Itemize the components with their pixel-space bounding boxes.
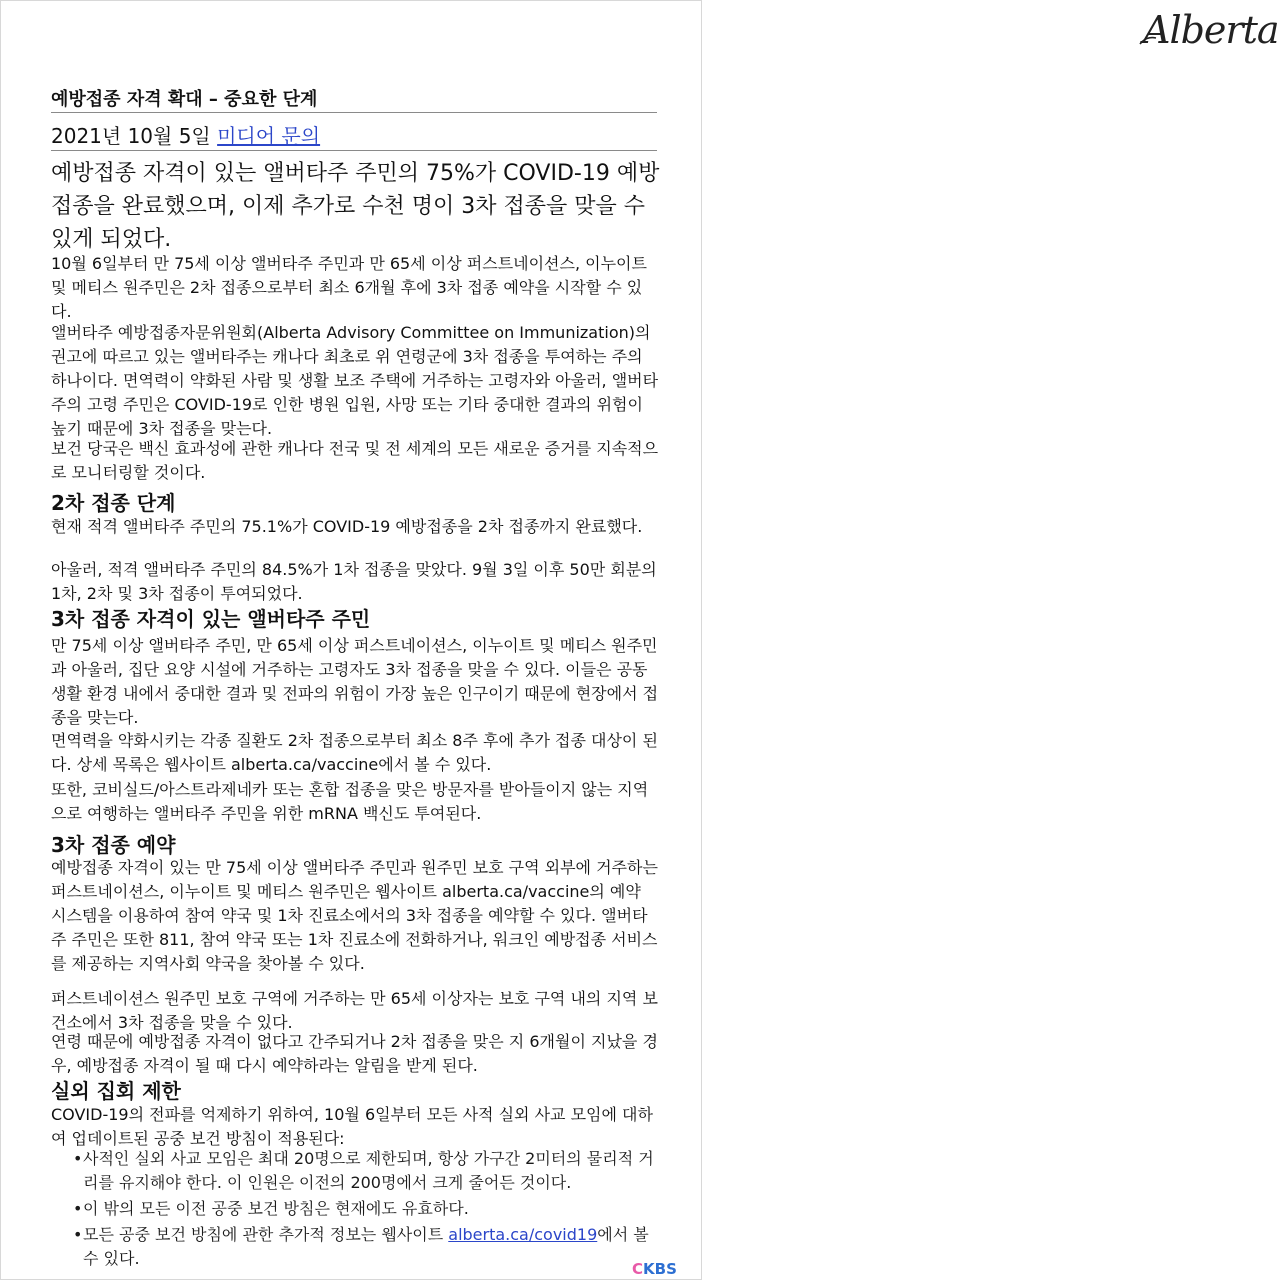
- list-item: [51, 1147, 661, 1195]
- second-dose-paragraph-1: 현재 적격 앨버타주 주민의 75.1%가 COVID-19 예방접종을 2차 접종까지 완료했다.: [51, 517, 643, 536]
- date-line: [51, 120, 320, 149]
- release-date: 2021년 10월 5일: [51, 124, 211, 148]
- logo-swoosh-icon: [1138, 32, 1158, 48]
- intro-paragraph-1: 10월 6일부터 만 75세 이상 앨버타주 주민과 만 65세 이상 퍼스트네이션스, 이누이트 및 메티스 원주민은 2차 접종으로부터 최소 6개월 후에 3차 접종 예약을 시작할 수 있다.: [51, 254, 647, 321]
- booking-paragraph-2: 퍼스트네이션스 원주민 보호 구역에 거주하는 만 65세 이상자는 보호 구역 내의 지역 보건소에서 3차 접종을 맞을 수 있다.: [51, 989, 658, 1032]
- heading-divider: [51, 112, 657, 113]
- kbs-watermark: [632, 1260, 677, 1278]
- eligibility-paragraph-2: 면역력을 약화시키는 각종 질환도 2차 접종으로부터 최소 8주 후에 추가 접종 대상이 된다. 상세 목록은 웹사이트 alberta.ca/vaccine에서 볼 수 있다.: [51, 731, 658, 774]
- watermark-kbs: KBS: [643, 1260, 677, 1278]
- section-title-third-dose-eligibility: 3차 접종 자격이 있는 앨버타주 주민: [51, 607, 371, 631]
- list-item-text: 사적인 실외 사교 모임은 최대 20명으로 제한되며, 항상 가구간 2미터의 물리적 거리를 유지해야 한다. 이 인원은 이전의 200명에서 크게 줄어든 것이다.: [83, 1149, 654, 1192]
- list-item-text: 이 밖의 모든 이전 공중 보건 방침은 현재에도 유효하다.: [83, 1199, 469, 1218]
- booking-paragraph-3: 연령 때문에 예방접종 자격이 없다고 간주되거나 2차 접종을 맞은 지 6개월이 지났을 경우, 예방접종 자격이 될 때 다시 예약하라는 알림을 받게 된다.: [51, 1032, 658, 1075]
- lead-paragraph: 예방접종 자격이 있는 앨버타주 주민의 75%가 COVID-19 예방접종을 완료했으며, 이제 추가로 수천 명이 3차 접종을 맞을 수 있게 되었다.: [51, 161, 660, 252]
- media-inquiry-link[interactable]: 미디어 문의: [217, 124, 321, 148]
- watermark-c: C: [632, 1260, 644, 1278]
- booking-paragraph-1: 예방접종 자격이 있는 만 75세 이상 앨버타주 주민과 원주민 보호 구역 외부에 거주하는 퍼스트네이션스, 이누이트 및 메티스 원주민은 웹사이트 alberta.ca/vaccine의 예약 시스템을 이용하여 참여 약국 및 1차 진료소에서의 3차 접종을 예약할 수 있다. 앨버타주 주민은 또한 811, 참여 약국 또는 1차 진료소에 전화하거나, 워크인 예방접종 서비스를 제공하는 지역사회 약국을 찾아볼 수 있다.: [51, 858, 658, 973]
- document-heading: 예방접종 자격 확대 – 중요한 단계: [51, 89, 318, 110]
- section-title-second-dose: 2차 접종 단계: [51, 491, 176, 515]
- logo-text: Alberta: [1143, 8, 1279, 52]
- section-title-third-dose-booking: 3차 접종 예약: [51, 833, 176, 857]
- section-title-outdoor-gatherings: 실외 집회 제한: [51, 1079, 181, 1103]
- bullet-icon: •: [73, 1225, 83, 1244]
- eligibility-paragraph-3: 또한, 코비실드/아스트라제네카 또는 혼합 접종을 맞은 방문자를 받아들이지 않는 지역으로 여행하는 앨버타주 주민을 위한 mRNA 백신도 투여된다.: [51, 780, 649, 823]
- eligibility-paragraph-1: 만 75세 이상 앨버타주 주민, 만 65세 이상 퍼스트네이션스, 이누이트 및 메티스 원주민과 아울러, 집단 요양 시설에 거주하는 고령자도 3차 접종을 맞을 수 있다. 이들은 공동 생활 환경 내에서 중대한 결과 및 전파의 위험이 가장 높은 인구이기 때문에 현장에서 접종을 맞는다.: [51, 636, 659, 727]
- covid19-link[interactable]: alberta.ca/covid19: [448, 1225, 598, 1244]
- outdoor-rules-list: [51, 1147, 661, 1271]
- list-item-text-after: 에서 볼 수 있다.: [83, 1225, 649, 1268]
- bullet-icon: •: [73, 1199, 83, 1218]
- list-item-text: [83, 1225, 649, 1268]
- date-divider: [51, 150, 657, 151]
- outdoor-intro-paragraph: COVID-19의 전파를 억제하기 위하여, 10월 6일부터 모든 사적 실외 사교 모임에 대하여 업데이트된 공중 보건 방침이 적용된다:: [51, 1105, 653, 1148]
- list-item: [51, 1223, 661, 1271]
- alberta-logo[interactable]: [568, 2, 1279, 60]
- second-dose-paragraph-2: 아울러, 적격 앨버타주 주민의 84.5%가 1차 접종을 맞았다. 9월 3일 이후 50만 회분의 1차, 2차 및 3차 접종이 투여되었다.: [51, 560, 657, 603]
- intro-paragraph-3: 보건 당국은 백신 효과성에 관한 캐나다 전국 및 전 세계의 모든 새로운 증거를 지속적으로 모니터링할 것이다.: [51, 439, 659, 482]
- bullet-icon: •: [73, 1149, 83, 1168]
- list-item-text-before: 모든 공중 보건 방침에 관한 추가적 정보는 웹사이트: [83, 1225, 449, 1244]
- list-item: [51, 1197, 661, 1221]
- intro-paragraph-2: 앨버타주 예방접종자문위원회(Alberta Advisory Committee on Immunization)의 권고에 따르고 있는 앨버타주는 캐나다 최초로 위 연령군에 3차 접종을 투여하는 주의 하나이다. 면역력이 약화된 사람 및 생활 보조 주택에 거주하는 고령자와 아울러, 앨버타주의 고령 주민은 COVID-19로 인한 병원 입원, 사망 또는 기타 중대한 결과의 위험이 높기 때문에 3차 접종을 맞는다.: [51, 323, 659, 438]
